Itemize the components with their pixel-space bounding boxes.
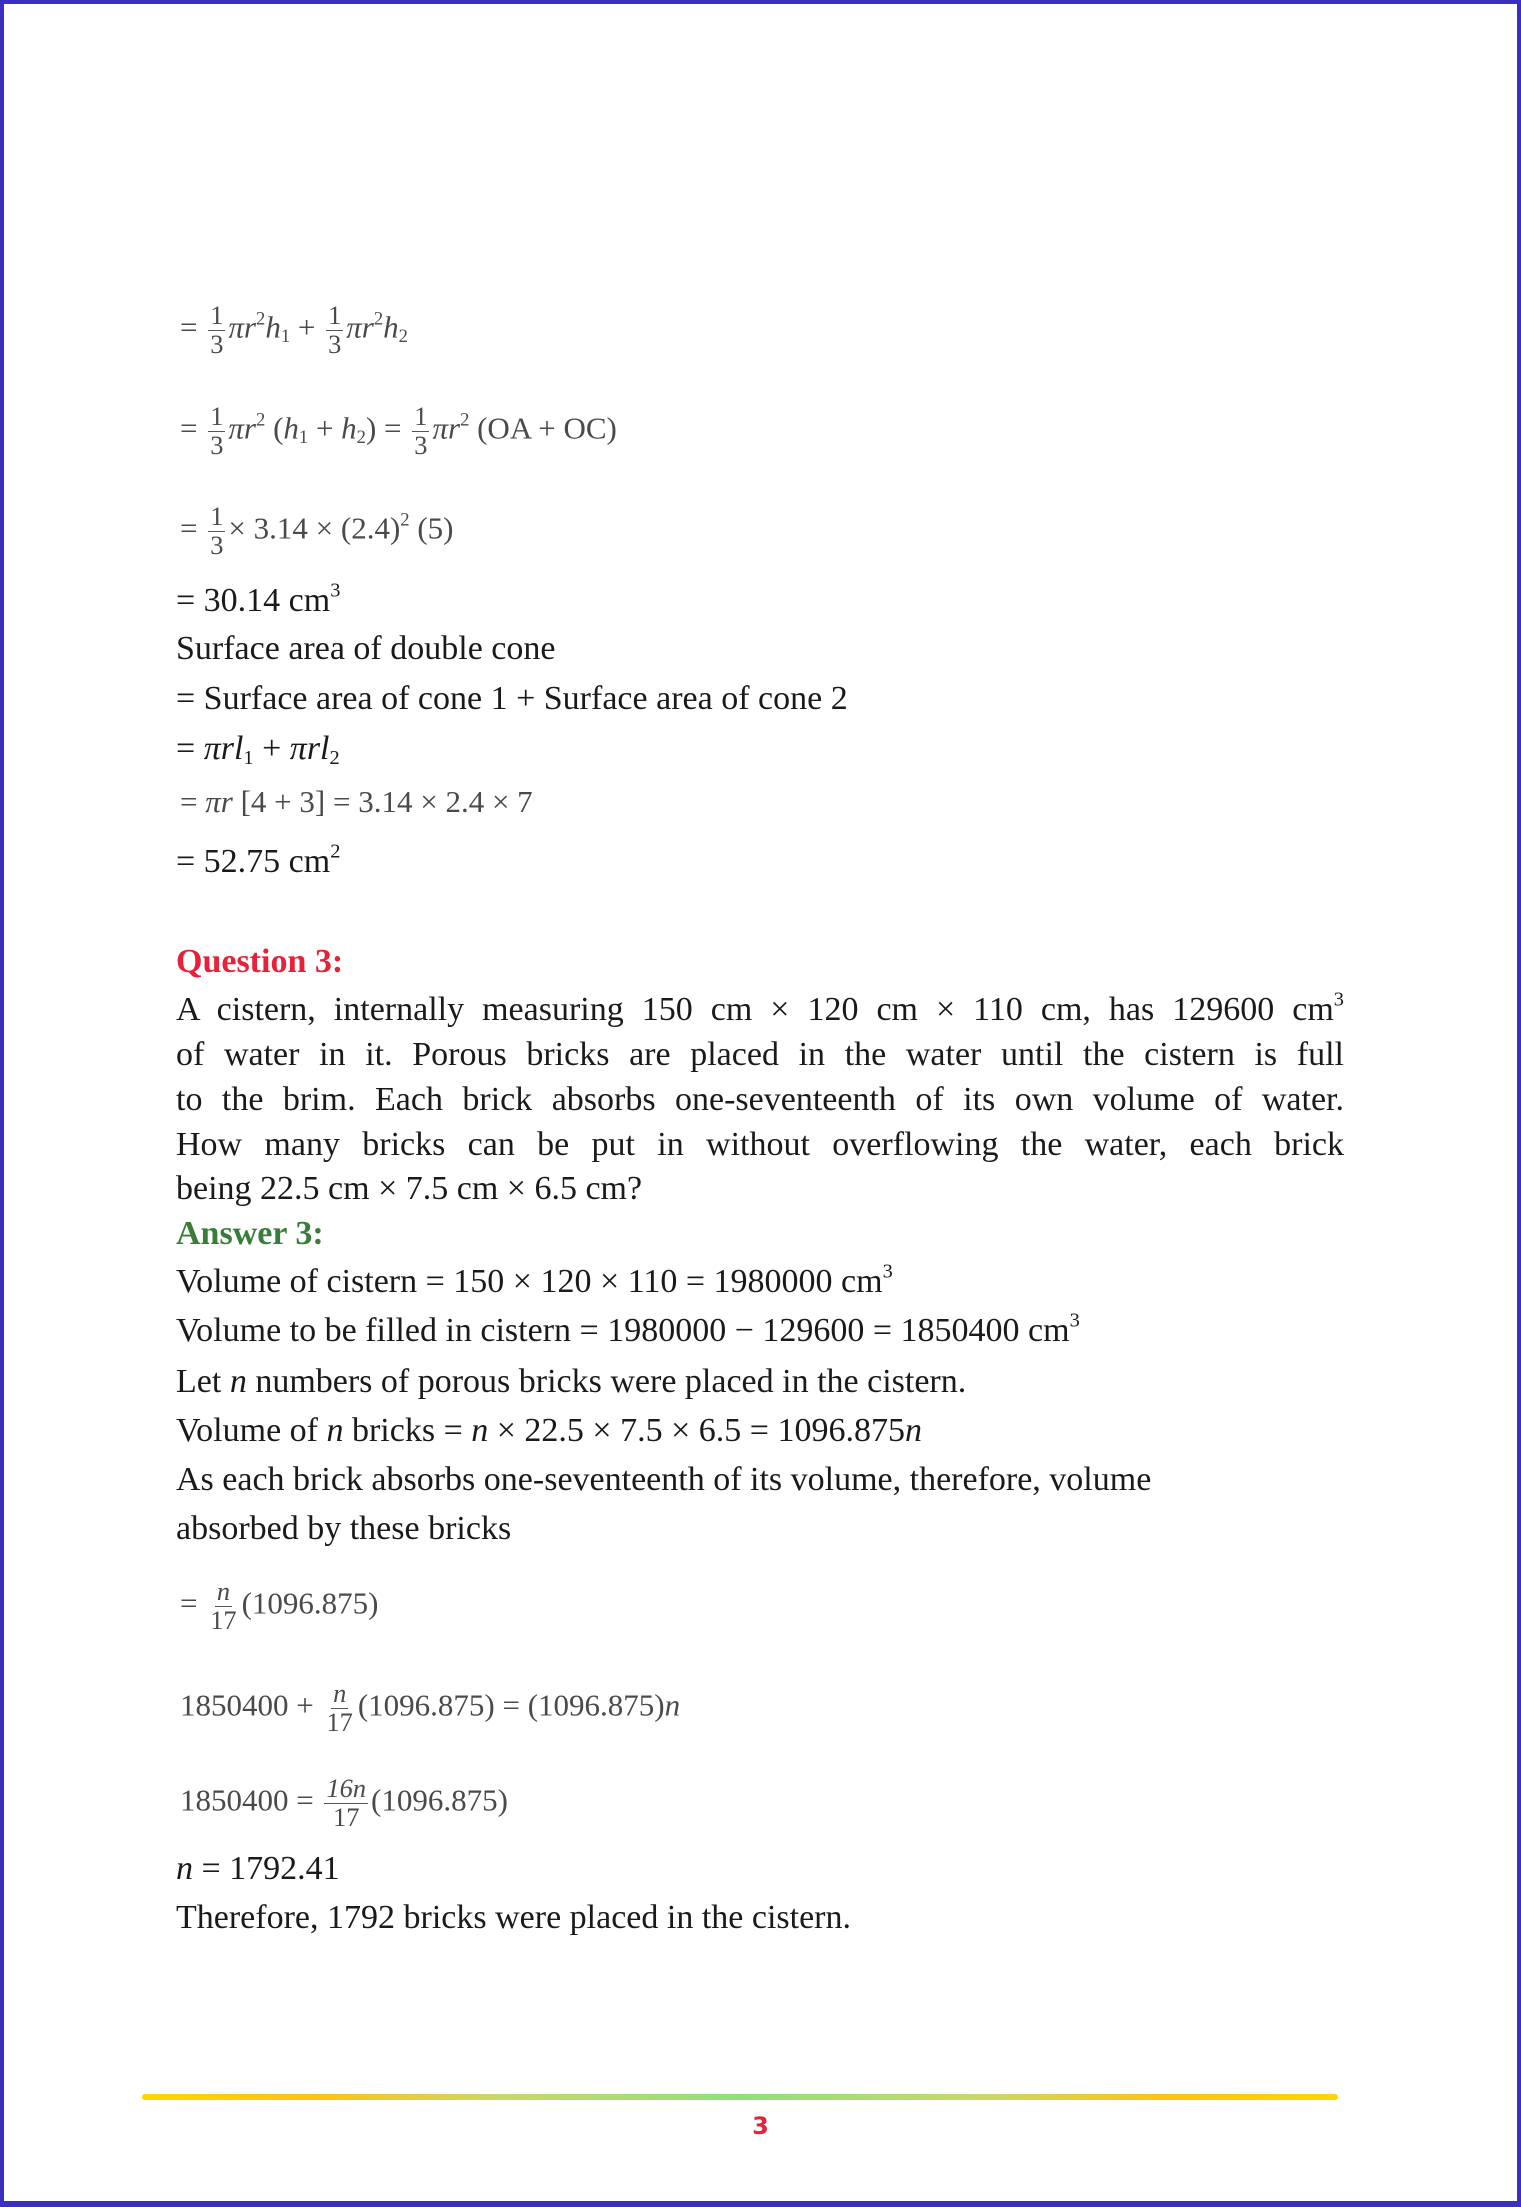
italic-symbol: h <box>341 410 357 446</box>
text-run: Volume of <box>176 1412 327 1449</box>
numerator: 1 <box>210 301 224 330</box>
text-run: How many bricks can be put in without overflowing the water, each brick <box>176 1126 1344 1163</box>
text-run: bricks = <box>343 1412 472 1449</box>
text-line <box>176 727 340 771</box>
italic-symbol: πr <box>205 784 233 819</box>
text-run: (OA + OC) <box>469 410 617 446</box>
italic-symbol: πr <box>228 309 257 345</box>
superscript: 2 <box>256 308 266 330</box>
text-run: to the brim. Each brick absorbs one-seventeenth of its own volume of water. <box>176 1081 1344 1118</box>
question-heading <box>176 940 343 984</box>
footer-divider <box>142 2094 1338 2100</box>
question-text-line <box>176 1078 1344 1122</box>
equation-line <box>180 1775 508 1831</box>
subscript: 1 <box>243 747 254 770</box>
text-run: × 22.5 × 7.5 × 6.5 = 1096.875 <box>488 1412 905 1449</box>
subscript: 1 <box>280 325 291 347</box>
question-text-line <box>176 1033 1344 1077</box>
text-run: absorbed by these bricks <box>176 1510 512 1547</box>
superscript: 2 <box>256 409 266 431</box>
question-text-line <box>176 988 1344 1032</box>
fraction <box>324 1775 368 1831</box>
text-run: + <box>253 730 290 767</box>
subscript: 2 <box>398 325 408 347</box>
superscript: 2 <box>330 840 341 863</box>
denominator: 3 <box>210 530 224 560</box>
denominator: 3 <box>328 329 342 359</box>
subscript: 1 <box>298 426 309 448</box>
italic-symbol: πr <box>228 410 257 446</box>
equation-line <box>180 1578 378 1634</box>
text-run: (5) <box>409 510 454 546</box>
numerator: 16n <box>326 1774 366 1803</box>
numerator: 1 <box>210 502 224 531</box>
denominator: 17 <box>333 1802 360 1832</box>
text-run: Let <box>176 1363 230 1400</box>
italic-symbol: h <box>283 410 299 446</box>
text-run: (1096.875) <box>241 1585 379 1621</box>
italic-symbol: πrl <box>203 730 244 767</box>
fraction <box>208 503 225 559</box>
italic-symbol: n <box>904 1412 922 1449</box>
text-line <box>176 1309 1080 1353</box>
text-line <box>176 579 340 623</box>
text-line <box>176 1896 851 1940</box>
text-run: numbers of porous bricks were placed in the cistern. <box>246 1363 967 1400</box>
text-run: Volume to be filled in cistern = 1980000 − 129600 = 1850400 cm <box>176 1312 1070 1349</box>
superscript: 2 <box>460 409 470 431</box>
numerator: 1 <box>414 402 428 431</box>
text-run: + <box>308 410 342 446</box>
text-line <box>176 1260 893 1304</box>
text-run: = Surface area of cone 1 + Surface area of cone 2 <box>176 680 848 717</box>
text-run: As each brick absorbs one-seventeenth of its volume, therefore, volume <box>176 1461 1152 1498</box>
text-run: [4 + 3] = 3.14 × 2.4 × 7 <box>232 784 533 819</box>
text-line <box>176 1167 642 1211</box>
equation-line <box>180 403 617 459</box>
text-run: A cistern, internally measuring 150 cm × 120 cm × 110 cm, has 129600 cm <box>176 991 1334 1028</box>
text-run: × 3.14 × (2.4) <box>228 510 401 546</box>
text-run: = <box>180 1585 206 1621</box>
superscript: 3 <box>882 1260 893 1283</box>
denominator: 17 <box>326 1707 353 1737</box>
text-run: Answer 3: <box>176 1215 324 1252</box>
text-run: being 22.5 cm × 7.5 cm × 6.5 cm? <box>176 1170 643 1207</box>
fraction <box>412 403 429 459</box>
text-run: = 52.75 cm <box>176 843 331 880</box>
numerator: n <box>333 1679 347 1708</box>
fraction <box>208 403 225 459</box>
numerator: n <box>216 1577 230 1606</box>
italic-symbol: n <box>471 1412 489 1449</box>
text-run: of water in it. Porous bricks are placed in the water until the cistern is full <box>176 1036 1344 1073</box>
text-run: (1096.875) = (1096.875) <box>357 1687 665 1723</box>
text-run: (1096.875) <box>371 1782 508 1818</box>
text-run: Surface area of double cone <box>176 630 556 667</box>
denominator: 3 <box>210 430 224 460</box>
text-run: 1850400 + <box>180 1687 322 1723</box>
italic-symbol: h <box>265 309 281 345</box>
text-run: + <box>290 309 324 345</box>
italic-symbol: n <box>326 1412 344 1449</box>
italic-symbol: n <box>176 1850 193 1887</box>
text-run: = <box>180 309 206 345</box>
equation-line <box>180 302 408 358</box>
italic-symbol: πr <box>432 410 461 446</box>
page-number: 3 <box>752 2112 769 2140</box>
italic-symbol: πrl <box>289 730 330 767</box>
equation-line <box>180 1680 680 1736</box>
question-text-line <box>176 1123 1344 1167</box>
text-run: ( <box>265 410 284 446</box>
text-run: Therefore, 1792 bricks were placed in the cistern. <box>176 1899 851 1936</box>
text-line <box>176 1458 1151 1502</box>
text-run: = <box>176 730 204 767</box>
subscript: 2 <box>356 426 366 448</box>
text-run: = <box>180 410 206 446</box>
text-run: = <box>180 784 206 819</box>
italic-symbol: n <box>229 1363 247 1400</box>
text-line <box>176 840 340 884</box>
text-run: ) = <box>365 410 410 446</box>
italic-symbol: πr <box>346 309 374 345</box>
text-line <box>176 1507 511 1551</box>
text-run: = <box>180 510 206 546</box>
superscript: 2 <box>373 308 384 330</box>
text-line <box>176 627 555 671</box>
text-line <box>176 1409 922 1453</box>
superscript: 2 <box>400 509 410 531</box>
fraction <box>324 1680 354 1736</box>
text-line <box>176 1847 340 1891</box>
italic-symbol: h <box>383 309 399 345</box>
denominator: 3 <box>210 329 224 359</box>
numerator: 1 <box>210 402 224 431</box>
numerator: 1 <box>328 301 342 330</box>
answer-heading <box>176 1212 324 1256</box>
fraction <box>208 302 225 358</box>
denominator: 17 <box>210 1605 237 1635</box>
text-run: Volume of cistern = 150 × 120 × 110 = 1980000 cm <box>176 1263 883 1300</box>
superscript: 3 <box>1333 988 1344 1011</box>
italic-symbol: n <box>664 1687 681 1723</box>
fraction <box>326 302 343 358</box>
denominator: 3 <box>414 430 428 460</box>
text-line <box>176 1360 966 1404</box>
fraction <box>208 1578 238 1634</box>
text-run: 1850400 = <box>180 1782 322 1818</box>
equation-line <box>180 780 533 824</box>
superscript: 3 <box>1069 1309 1080 1332</box>
subscript: 2 <box>329 747 340 770</box>
text-run: = 30.14 cm <box>176 582 331 619</box>
text-run: Question 3: <box>176 943 344 980</box>
equation-line <box>180 503 453 559</box>
superscript: 3 <box>330 579 341 602</box>
text-line <box>176 677 848 721</box>
text-run: = 1792.41 <box>193 1850 340 1887</box>
